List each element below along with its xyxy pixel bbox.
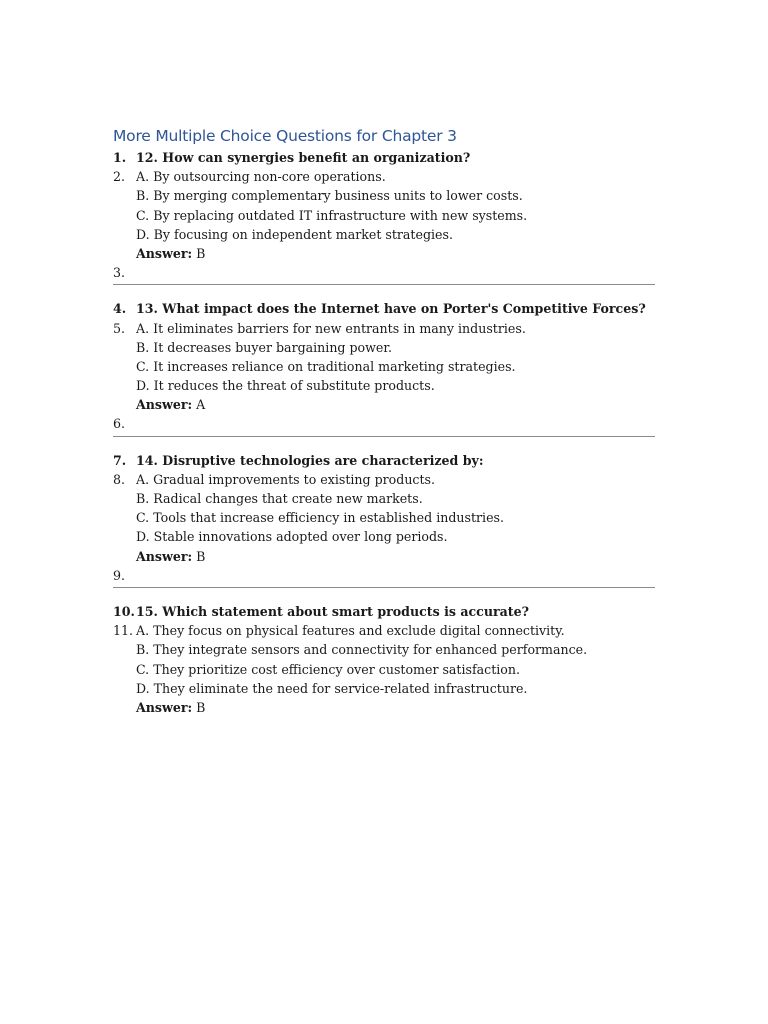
- answer-line: [113, 547, 655, 566]
- option-b: B. By merging complementary business units to lower costs.: [136, 188, 523, 204]
- question-block: [113, 299, 655, 436]
- option-b: B. Radical changes that create new markets.: [136, 491, 423, 506]
- list-number: 3.: [113, 265, 126, 281]
- option-line: [113, 470, 655, 489]
- option-line: [113, 660, 655, 679]
- horizontal-rule: [113, 436, 655, 437]
- option-a: A. It eliminates barriers for new entrants in many industries.: [136, 320, 526, 336]
- option-line: [113, 319, 655, 338]
- question-block: [113, 602, 655, 717]
- option-line: [113, 186, 655, 205]
- list-number: 9.: [113, 567, 126, 583]
- empty-list-line: [113, 263, 655, 282]
- list-number: 2.: [113, 169, 126, 185]
- option-b: B. They integrate sensors and connectivity for enhanced performance.: [136, 642, 588, 658]
- answer-line: [113, 244, 655, 263]
- option-d: D. It reduces the threat of substitute products.: [136, 378, 435, 394]
- list-number: 1.: [113, 150, 127, 165]
- list-number: 11.: [113, 623, 134, 639]
- list-number: 6.: [113, 416, 126, 432]
- option-line: [113, 621, 655, 640]
- option-line: [113, 527, 655, 546]
- answer: [136, 547, 205, 566]
- option-a: A. They focus on physical features and exclude digital connectivity.: [136, 623, 565, 639]
- question-line: [113, 451, 655, 470]
- question-line: [113, 299, 655, 318]
- question-block: [113, 148, 655, 285]
- option-c: C. It increases reliance on traditional marketing strategies.: [136, 358, 516, 374]
- option-line: [113, 679, 655, 698]
- list-number: 10.: [113, 603, 135, 619]
- option-line: [113, 489, 655, 508]
- document-title: More Multiple Choice Questions for Chapter 3: [113, 127, 457, 145]
- answer-value: B: [196, 548, 206, 564]
- option-c: C. They prioritize cost efficiency over customer satisfaction.: [136, 661, 520, 677]
- option-b: B. It decreases buyer bargaining power.: [136, 339, 393, 355]
- option-c: C. Tools that increase efficiency in established industries.: [136, 510, 504, 526]
- list-number: 8.: [113, 471, 126, 487]
- question-text: 12. How can synergies benefit an organization?: [136, 150, 471, 165]
- answer-value: A: [196, 397, 206, 413]
- horizontal-rule: [113, 587, 655, 588]
- horizontal-rule: [113, 284, 655, 285]
- document-page: [113, 124, 655, 717]
- answer-line: [113, 698, 655, 717]
- option-line: [113, 508, 655, 527]
- answer-label: Answer:: [136, 548, 193, 564]
- option-c: C. By replacing outdated IT infrastructure with new systems.: [136, 207, 528, 223]
- question-text: 14. Disruptive technologies are characterized by:: [136, 452, 484, 468]
- question-block: [113, 451, 655, 588]
- option-d: D. They eliminate the need for service-related infrastructure.: [136, 680, 528, 696]
- empty-list-line: [113, 566, 655, 585]
- option-line: [113, 206, 655, 225]
- option-line: [113, 225, 655, 244]
- question-line: [113, 602, 655, 621]
- question-text: 15. Which statement about smart products is accurate?: [136, 603, 529, 619]
- list-number: 5.: [113, 320, 126, 336]
- option-line: [113, 357, 655, 376]
- answer-label: Answer:: [136, 699, 193, 715]
- option-d: D. Stable innovations adopted over long periods.: [136, 529, 448, 545]
- option-line: [113, 640, 655, 659]
- question-text: 13. What impact does the Internet have on Porter's Competitive Forces?: [136, 301, 646, 317]
- answer-value: B: [196, 699, 206, 715]
- answer-line: [113, 395, 655, 414]
- list-number: 7.: [113, 452, 127, 468]
- answer: [136, 244, 205, 263]
- answer: [136, 395, 205, 414]
- answer-label: Answer:: [136, 397, 193, 413]
- empty-list-line: [113, 414, 655, 433]
- list-number: 4.: [113, 301, 127, 317]
- option-a: A. By outsourcing non-core operations.: [136, 169, 386, 185]
- option-line: [113, 167, 655, 186]
- option-d: D. By focusing on independent market strategies.: [136, 226, 453, 242]
- option-a: A. Gradual improvements to existing products.: [136, 471, 436, 487]
- answer: [136, 698, 205, 717]
- option-line: [113, 338, 655, 357]
- answer-value: B: [196, 245, 206, 261]
- answer-label: Answer:: [136, 245, 193, 261]
- option-line: [113, 376, 655, 395]
- question-line: [113, 148, 655, 167]
